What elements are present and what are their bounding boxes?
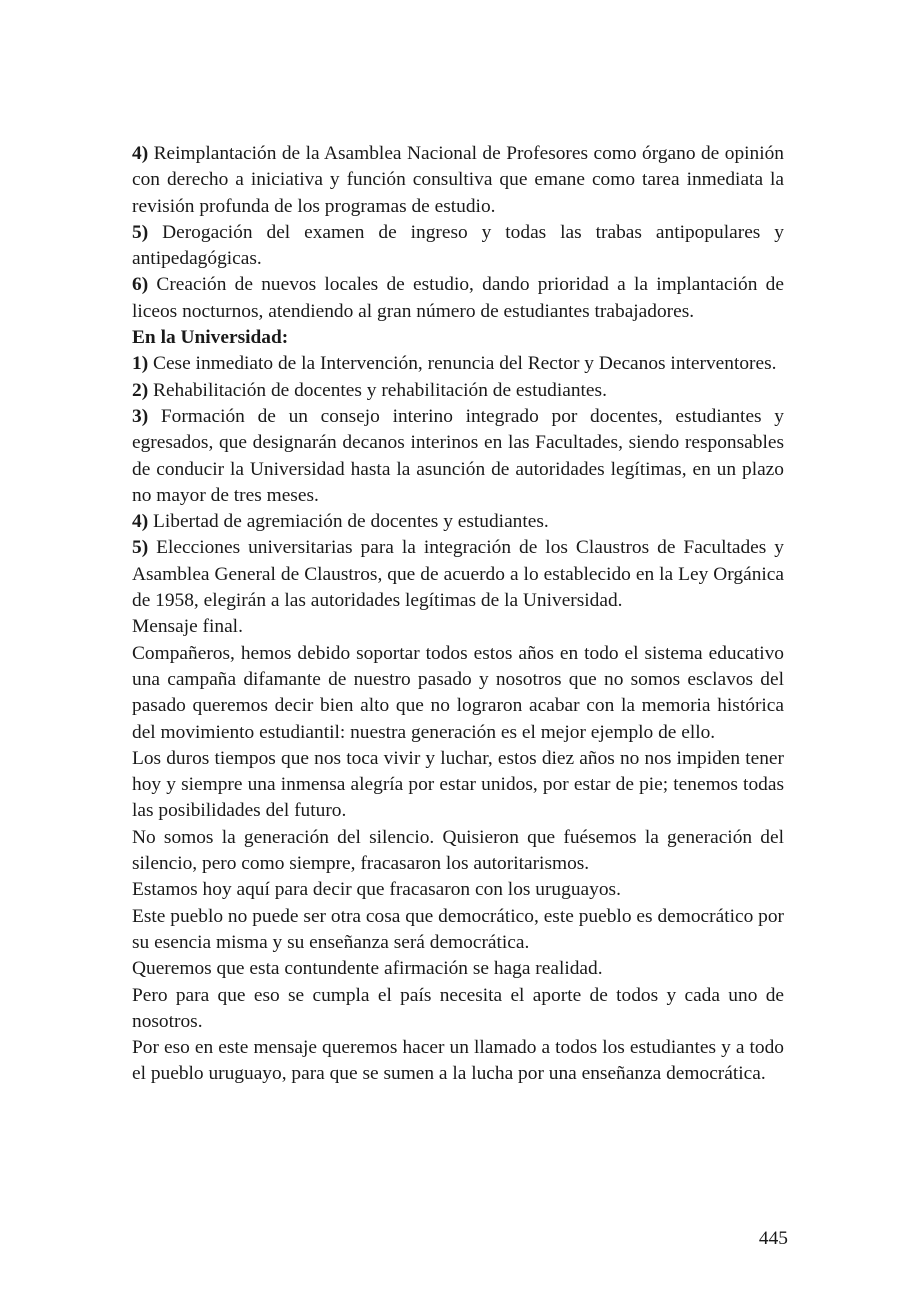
paragraph-text: Mensaje final. [132, 616, 243, 638]
paragraph [132, 220, 784, 273]
paragraph [132, 877, 784, 903]
paragraph-text: Este pueblo no puede ser otra cosa que democrático, este pueblo es democrático por su esencia misma y su enseñanza será democrática. [132, 905, 784, 953]
paragraph-text: Compañeros, hemos debido soportar todos estos años en todo el sistema educativo una campaña difamante de nuestro pasado y nosotros que no somos esclavos del pasado queremos decir bien alto que no lograron acabar con la memoria histórica del movimiento estudiantil: nuestra generación es el mejor ejemplo de ello. [132, 642, 784, 743]
paragraph [132, 272, 784, 325]
item-marker: 4) [132, 511, 149, 533]
paragraph-text: Derogación del examen de ingreso y todas las trabas antipopulares y antipedagógicas. [132, 221, 784, 270]
paragraph [132, 825, 784, 878]
section-heading-text: En la Universidad: [132, 327, 289, 349]
paragraph-text: Estamos hoy aquí para decir que fracasaron con los uruguayos. [132, 879, 621, 901]
paragraph-text: Cese inmediato de la Intervención, renuncia del Rector y Decanos interventores. [153, 353, 777, 375]
paragraph-text: Elecciones universitarias para la integración de los Claustros de Facultades y Asamblea General de Claustros, que de acuerdo a lo establecido en la Ley Orgánica de 1958, elegirán a las autoridades legítimas de la Universidad. [132, 537, 784, 612]
item-marker: 2) [132, 379, 149, 401]
paragraph [132, 1035, 784, 1088]
paragraph [132, 509, 784, 535]
paragraph-text: Creación de nuevos locales de estudio, dando prioridad a la implantación de liceos nocturnos, atendiendo al gran número de estudiantes trabajadores. [132, 274, 784, 322]
paragraph [132, 983, 784, 1036]
item-marker: 5) [132, 537, 149, 559]
item-marker: 3) [132, 405, 149, 427]
paragraph [132, 641, 784, 746]
paragraph [132, 404, 784, 509]
paragraph-text: Por eso en este mensaje queremos hacer un llamado a todos los estudiantes y a todo el pueblo uruguayo, para que se sumen a la lucha por una enseñanza democrática. [132, 1037, 784, 1085]
page-body [132, 141, 784, 1088]
item-marker: 6) [132, 274, 149, 296]
section-heading [132, 325, 784, 351]
paragraph [132, 614, 784, 640]
paragraph-text: No somos la generación del silencio. Quisieron que fuésemos la generación del silencio, pero como siempre, fracasaron los autoritarismos. [132, 826, 784, 875]
paragraph [132, 535, 784, 614]
paragraph-text: Pero para que eso se cumpla el país necesita el aporte de todos y cada uno de nosotros. [132, 984, 784, 1032]
paragraph [132, 956, 784, 982]
paragraph [132, 746, 784, 825]
paragraph-text: Queremos que esta contundente afirmación se haga realidad. [132, 958, 603, 980]
paragraph-text: Libertad de agremiación de docentes y estudiantes. [153, 511, 549, 533]
page-number: 445 [758, 1228, 788, 1249]
item-marker: 4) [132, 143, 149, 164]
paragraph [132, 378, 784, 404]
paragraph-text: Los duros tiempos que nos toca vivir y luchar, estos diez años no nos impiden tener hoy y siempre una inmensa alegría por estar unidos, por estar de pie; tenemos todas las posibilidades del futuro. [132, 747, 784, 822]
item-marker: 1) [132, 353, 149, 375]
paragraph [132, 904, 784, 957]
paragraph-text: Reimplantación de la Asamblea Nacional de Profesores como órgano de opinión con derecho a iniciativa y función consultiva que emane como tarea inmediata la revisión profunda de los programas de estudio. [132, 143, 784, 217]
paragraph-text: Formación de un consejo interino integrado por docentes, estudiantes y egresados, que designarán decanos interinos en las Facultades, siendo responsables de conducir la Universidad hasta la asunción de autoridades legítimas, en un plazo no mayor de tres meses. [132, 405, 784, 506]
paragraph-text: Rehabilitación de docentes y rehabilitación de estudiantes. [153, 379, 607, 401]
paragraph [132, 141, 784, 220]
item-marker: 5) [132, 221, 149, 243]
paragraph [132, 351, 784, 377]
